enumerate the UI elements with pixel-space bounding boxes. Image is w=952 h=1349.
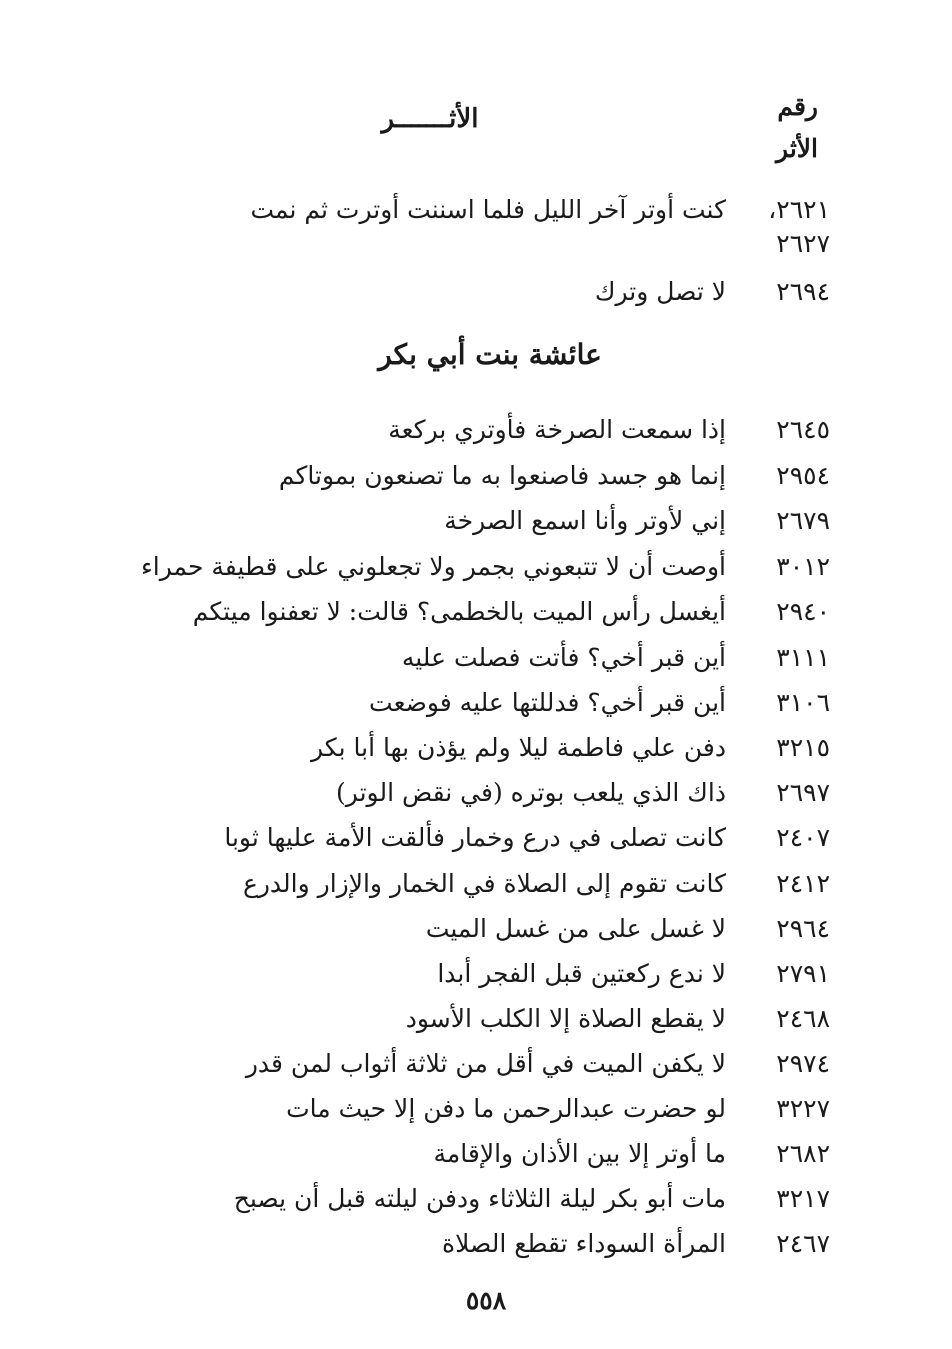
list-item bbox=[0, 728, 952, 768]
list-item bbox=[0, 1179, 952, 1219]
column-header-number bbox=[708, 86, 818, 170]
entry-number: ٢٤٠٧ bbox=[776, 823, 830, 852]
entry-text: دفن علي فاطمة ليلا ولم يؤذن بها أبا بكر bbox=[311, 733, 726, 762]
entry-number: ٢٦٨٢ bbox=[776, 1139, 830, 1168]
entry-text: إنما هو جسد فاصنعوا به ما تصنعون بموتاكم bbox=[278, 461, 726, 490]
entry-text: أين قبر أخي؟ فأتت فصلت عليه bbox=[401, 643, 726, 672]
entry-number: ٢٤٦٨ bbox=[776, 1004, 830, 1033]
entry-text: أيغسل رأس الميت بالخطمى؟ قالت: لا تعفنوا ميتكم bbox=[192, 597, 726, 626]
list-item bbox=[0, 410, 952, 450]
page-number: ٥٥٨ bbox=[465, 1286, 507, 1315]
entry-text: المرأة السوداء تقطع الصلاة bbox=[442, 1229, 726, 1258]
column-header-athar: الأثـــــــر bbox=[381, 104, 479, 134]
entry-text: كانت تقوم إلى الصلاة في الخمار والإزار والدرع bbox=[242, 869, 726, 898]
entry-text: كانت تصلى في درع وخمار فألقت الأمة عليها ثوبا bbox=[224, 823, 726, 852]
list-item bbox=[0, 501, 952, 541]
list-item-continuation bbox=[0, 224, 952, 264]
section-title: عائشة بنت أبي بكر bbox=[378, 338, 602, 371]
entry-text: مات أبو بكر ليلة الثلاثاء ودفن ليلته قبل أن يصبح bbox=[233, 1184, 726, 1213]
list-item bbox=[0, 1044, 952, 1084]
list-item bbox=[0, 592, 952, 632]
entry-number: ٢٤٦٧ bbox=[776, 1229, 830, 1258]
entry-number: ٣١٠٦ bbox=[776, 688, 830, 717]
entry-text: كنت أوتر آخر الليل فلما اسننت أوترت ثم نمت bbox=[250, 195, 726, 224]
entry-text: لا ندع ركعتين قبل الفجر أبدا bbox=[437, 959, 726, 988]
entry-number: ٢٩٤٠ bbox=[776, 597, 830, 626]
entry-text: لا يقطع الصلاة إلا الكلب الأسود bbox=[405, 1004, 726, 1033]
list-item bbox=[0, 909, 952, 949]
entry-text: لا يكفن الميت في أقل من ثلاثة أثواب لمن قدر bbox=[245, 1049, 726, 1078]
entry-text: إني لأوتر وأنا اسمع الصرخة bbox=[444, 506, 726, 535]
entry-text: أوصت أن لا تتبعوني بجمر ولا تجعلوني على قطيفة حمراء bbox=[141, 552, 726, 581]
entry-number: ٣٢٢٧ bbox=[776, 1094, 830, 1123]
entry-number: ٢٩٥٤ bbox=[776, 461, 830, 490]
entry-number: ٢٦٤٥ bbox=[776, 415, 830, 444]
entry-number: ٣٢١٥ bbox=[776, 733, 830, 762]
entry-number: ٢٦٢٧ bbox=[776, 229, 830, 258]
entry-number: ٢٦٩٧ bbox=[776, 778, 830, 807]
list-item bbox=[0, 773, 952, 813]
entry-number: ٣٠١٢ bbox=[776, 552, 830, 581]
entry-number: ٢٤١٢ bbox=[776, 869, 830, 898]
entry-text: أين قبر أخي؟ فدللتها عليه فوضعت bbox=[369, 688, 726, 717]
list-item bbox=[0, 456, 952, 496]
column-header-number-line2: الأثر bbox=[776, 134, 818, 163]
list-item bbox=[0, 272, 952, 312]
entry-text: ذاك الذي يلعب بوتره (في نقض الوتر) bbox=[336, 778, 726, 807]
entry-number: ٢٩٧٤ bbox=[776, 1049, 830, 1078]
entry-number: ٣٢١٧ bbox=[776, 1184, 830, 1213]
entry-text: لا غسل على من غسل الميت bbox=[425, 914, 726, 943]
list-item bbox=[0, 1224, 952, 1264]
list-item bbox=[0, 954, 952, 994]
column-header-number-line1: رقم bbox=[777, 92, 818, 121]
list-item bbox=[0, 864, 952, 904]
entry-number: ٢٩٦٤ bbox=[776, 914, 830, 943]
list-item bbox=[0, 818, 952, 858]
entry-text: لا تصل وترك bbox=[594, 277, 726, 306]
entry-number: ٢٦٢١، bbox=[768, 195, 830, 224]
list-item bbox=[0, 683, 952, 723]
list-item bbox=[0, 1089, 952, 1129]
list-item bbox=[0, 1134, 952, 1174]
entry-text: إذا سمعت الصرخة فأوتري بركعة bbox=[388, 415, 726, 444]
list-item bbox=[0, 999, 952, 1039]
entry-text: لو حضرت عبدالرحمن ما دفن إلا حيث مات bbox=[286, 1094, 726, 1123]
list-item bbox=[0, 638, 952, 678]
entry-number: ٣١١١ bbox=[776, 643, 830, 672]
entry-number: ٢٧٩١ bbox=[776, 959, 830, 988]
entry-number: ٢٦٧٩ bbox=[776, 506, 830, 535]
entry-number: ٢٦٩٤ bbox=[776, 277, 830, 306]
entry-text: ما أوتر إلا بين الأذان والإقامة bbox=[433, 1139, 726, 1168]
list-item bbox=[0, 547, 952, 587]
